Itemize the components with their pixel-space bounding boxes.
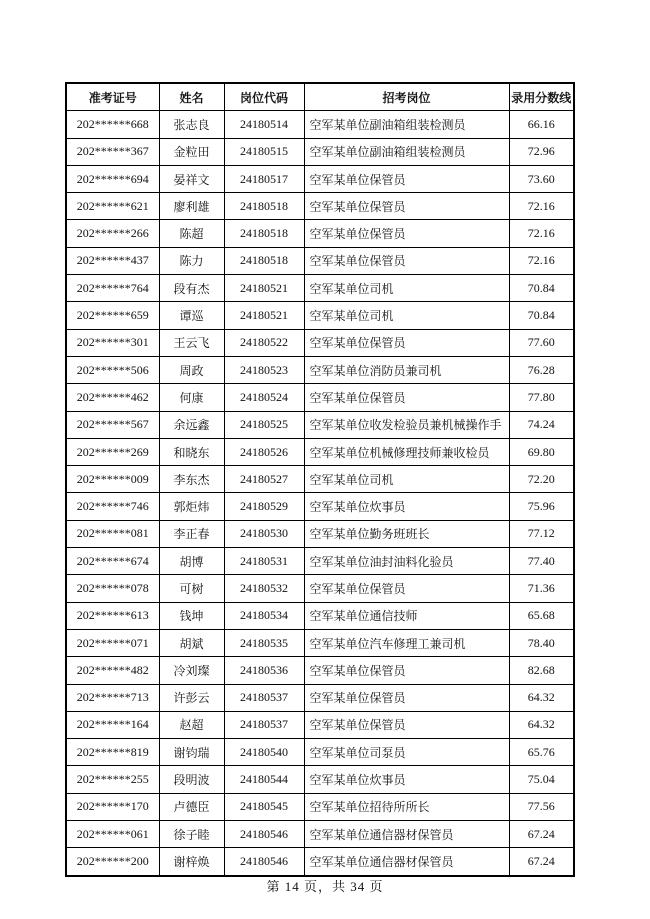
table-row [66, 657, 574, 684]
cell-position-title: 空军某单位保管员 [304, 329, 509, 356]
cell-name: 和晓东 [159, 438, 224, 465]
cell-position-title: 空军某单位保管员 [304, 220, 509, 247]
cell-position-title: 空军某单位通信技师 [304, 602, 509, 629]
cell-position-code: 24180523 [224, 356, 304, 383]
cell-admission-number: 202******694 [66, 165, 159, 192]
cell-name: 可树 [159, 575, 224, 602]
cell-position-title: 空军某单位副油箱组装检测员 [304, 138, 509, 165]
cell-score-line: 75.04 [509, 766, 574, 793]
cell-position-title: 空军某单位勤务班班长 [304, 520, 509, 547]
cell-position-code: 24180529 [224, 493, 304, 520]
cell-name: 谢梓焕 [159, 848, 224, 876]
cell-admission-number: 202******674 [66, 548, 159, 575]
cell-admission-number: 202******081 [66, 520, 159, 547]
table-row [66, 821, 574, 848]
cell-score-line: 77.80 [509, 384, 574, 411]
table-row [66, 247, 574, 274]
cell-admission-number: 202******009 [66, 466, 159, 493]
cell-name: 赵超 [159, 711, 224, 738]
cell-admission-number: 202******567 [66, 411, 159, 438]
cell-score-line: 72.96 [509, 138, 574, 165]
cell-admission-number: 202******078 [66, 575, 159, 602]
header-score-line: 录用分数线 [509, 83, 574, 111]
cell-position-title: 空军某单位保管员 [304, 711, 509, 738]
page-number-footer: 第 14 页，共 34 页 [266, 879, 384, 894]
cell-score-line: 82.68 [509, 657, 574, 684]
cell-position-code: 24180518 [224, 247, 304, 274]
cell-admission-number: 202******266 [66, 220, 159, 247]
table-row [66, 384, 574, 411]
cell-score-line: 71.36 [509, 575, 574, 602]
header-position-title: 招考岗位 [304, 83, 509, 111]
cell-name: 钱坤 [159, 602, 224, 629]
cell-position-code: 24180526 [224, 438, 304, 465]
cell-admission-number: 202******170 [66, 793, 159, 820]
cell-name: 余远鑫 [159, 411, 224, 438]
cell-score-line: 77.60 [509, 329, 574, 356]
cell-position-title: 空军某单位通信器材保管员 [304, 821, 509, 848]
cell-admission-number: 202******746 [66, 493, 159, 520]
cell-admission-number: 202******621 [66, 193, 159, 220]
cell-score-line: 69.80 [509, 438, 574, 465]
cell-name: 王云飞 [159, 329, 224, 356]
cell-name: 何康 [159, 384, 224, 411]
cell-score-line: 76.28 [509, 356, 574, 383]
cell-score-line: 72.20 [509, 466, 574, 493]
cell-position-code: 24180522 [224, 329, 304, 356]
cell-position-title: 空军某单位司机 [304, 275, 509, 302]
cell-admission-number: 202******367 [66, 138, 159, 165]
table-row [66, 275, 574, 302]
cell-name: 卢德臣 [159, 793, 224, 820]
cell-position-title: 空军某单位消防员兼司机 [304, 356, 509, 383]
cell-admission-number: 202******164 [66, 711, 159, 738]
cell-position-code: 24180518 [224, 220, 304, 247]
table-row [66, 220, 574, 247]
cell-position-code: 24180524 [224, 384, 304, 411]
cell-position-title: 空军某单位炊事员 [304, 493, 509, 520]
cell-admission-number: 202******668 [66, 111, 159, 138]
cell-name: 晏祥文 [159, 165, 224, 192]
cell-name: 段明波 [159, 766, 224, 793]
cell-score-line: 75.96 [509, 493, 574, 520]
cell-position-code: 24180517 [224, 165, 304, 192]
cell-score-line: 72.16 [509, 220, 574, 247]
cell-position-title: 空军某单位副油箱组装检测员 [304, 111, 509, 138]
cell-position-title: 空军某单位保管员 [304, 684, 509, 711]
table-row [66, 766, 574, 793]
table-row [66, 602, 574, 629]
cell-admission-number: 202******659 [66, 302, 159, 329]
cell-position-code: 24180515 [224, 138, 304, 165]
cell-admission-number: 202******269 [66, 438, 159, 465]
cell-position-code: 24180525 [224, 411, 304, 438]
cell-admission-number: 202******713 [66, 684, 159, 711]
table-row [66, 411, 574, 438]
cell-score-line: 70.84 [509, 302, 574, 329]
cell-position-title: 空军某单位司机 [304, 466, 509, 493]
header-admission-number: 准考证号 [66, 83, 159, 111]
header-name: 姓名 [159, 83, 224, 111]
cell-admission-number: 202******764 [66, 275, 159, 302]
table-row [66, 493, 574, 520]
cell-position-code: 24180514 [224, 111, 304, 138]
table-row [66, 848, 574, 876]
cell-name: 陈超 [159, 220, 224, 247]
cell-position-code: 24180531 [224, 548, 304, 575]
table-row [66, 165, 574, 192]
table-row [66, 711, 574, 738]
cell-position-title: 空军某单位保管员 [304, 193, 509, 220]
cell-position-title: 空军某单位炊事员 [304, 766, 509, 793]
cell-name: 李东杰 [159, 466, 224, 493]
cell-score-line: 64.32 [509, 684, 574, 711]
cell-position-title: 空军某单位油封油料化验员 [304, 548, 509, 575]
table-row [66, 520, 574, 547]
cell-position-code: 24180535 [224, 629, 304, 656]
cell-position-title: 空军某单位保管员 [304, 165, 509, 192]
cell-name: 郭炬炜 [159, 493, 224, 520]
cell-name: 许彭云 [159, 684, 224, 711]
table-row [66, 629, 574, 656]
cell-score-line: 66.16 [509, 111, 574, 138]
cell-admission-number: 202******071 [66, 629, 159, 656]
cell-position-code: 24180544 [224, 766, 304, 793]
cell-score-line: 70.84 [509, 275, 574, 302]
score-line-table [65, 82, 575, 877]
table-row [66, 329, 574, 356]
cell-position-title: 空军某单位保管员 [304, 384, 509, 411]
cell-position-code: 24180532 [224, 575, 304, 602]
cell-admission-number: 202******613 [66, 602, 159, 629]
cell-position-code: 24180518 [224, 193, 304, 220]
cell-admission-number: 202******301 [66, 329, 159, 356]
cell-position-code: 24180521 [224, 275, 304, 302]
cell-score-line: 77.12 [509, 520, 574, 547]
cell-position-title: 空军某单位收发检验员兼机械操作手 [304, 411, 509, 438]
table-row [66, 356, 574, 383]
cell-position-title: 空军某单位汽车修理工兼司机 [304, 629, 509, 656]
table-row [66, 111, 574, 138]
table-row [66, 739, 574, 766]
cell-position-title: 空军某单位保管员 [304, 247, 509, 274]
cell-name: 周政 [159, 356, 224, 383]
table-row [66, 438, 574, 465]
cell-name: 段有杰 [159, 275, 224, 302]
cell-admission-number: 202******506 [66, 356, 159, 383]
cell-name: 廖利雄 [159, 193, 224, 220]
cell-name: 徐子睦 [159, 821, 224, 848]
cell-position-code: 24180530 [224, 520, 304, 547]
table-row [66, 684, 574, 711]
cell-score-line: 65.76 [509, 739, 574, 766]
cell-position-code: 24180534 [224, 602, 304, 629]
cell-score-line: 65.68 [509, 602, 574, 629]
cell-name: 李正春 [159, 520, 224, 547]
table-row [66, 466, 574, 493]
cell-admission-number: 202******437 [66, 247, 159, 274]
cell-position-title: 空军某单位机械修理技师兼收检员 [304, 438, 509, 465]
cell-name: 胡博 [159, 548, 224, 575]
cell-position-code: 24180546 [224, 821, 304, 848]
cell-position-code: 24180546 [224, 848, 304, 876]
table-row [66, 575, 574, 602]
table-row [66, 793, 574, 820]
table-row [66, 302, 574, 329]
cell-admission-number: 202******255 [66, 766, 159, 793]
cell-position-title: 空军某单位招待所所长 [304, 793, 509, 820]
cell-position-title: 空军某单位通信器材保管员 [304, 848, 509, 876]
cell-name: 冷刘璨 [159, 657, 224, 684]
cell-admission-number: 202******482 [66, 657, 159, 684]
cell-position-title: 空军某单位司机 [304, 302, 509, 329]
cell-name: 张志良 [159, 111, 224, 138]
cell-position-code: 24180536 [224, 657, 304, 684]
cell-position-code: 24180540 [224, 739, 304, 766]
cell-position-code: 24180521 [224, 302, 304, 329]
cell-score-line: 67.24 [509, 848, 574, 876]
table-row [66, 138, 574, 165]
table-row [66, 193, 574, 220]
cell-score-line: 72.16 [509, 247, 574, 274]
cell-admission-number: 202******200 [66, 848, 159, 876]
table-header-row [66, 83, 574, 111]
cell-position-title: 空军某单位司泵员 [304, 739, 509, 766]
cell-name: 胡斌 [159, 629, 224, 656]
cell-admission-number: 202******061 [66, 821, 159, 848]
cell-position-code: 24180537 [224, 684, 304, 711]
cell-name: 陈力 [159, 247, 224, 274]
table-row [66, 548, 574, 575]
cell-position-code: 24180527 [224, 466, 304, 493]
cell-score-line: 77.56 [509, 793, 574, 820]
cell-position-title: 空军某单位保管员 [304, 657, 509, 684]
cell-position-code: 24180537 [224, 711, 304, 738]
cell-name: 谭巡 [159, 302, 224, 329]
cell-admission-number: 202******462 [66, 384, 159, 411]
cell-score-line: 74.24 [509, 411, 574, 438]
cell-score-line: 78.40 [509, 629, 574, 656]
cell-score-line: 72.16 [509, 193, 574, 220]
cell-name: 谢钧瑞 [159, 739, 224, 766]
cell-score-line: 73.60 [509, 165, 574, 192]
cell-admission-number: 202******819 [66, 739, 159, 766]
cell-name: 金粒田 [159, 138, 224, 165]
header-position-code: 岗位代码 [224, 83, 304, 111]
cell-position-code: 24180545 [224, 793, 304, 820]
cell-score-line: 77.40 [509, 548, 574, 575]
cell-position-title: 空军某单位保管员 [304, 575, 509, 602]
cell-score-line: 64.32 [509, 711, 574, 738]
cell-score-line: 67.24 [509, 821, 574, 848]
